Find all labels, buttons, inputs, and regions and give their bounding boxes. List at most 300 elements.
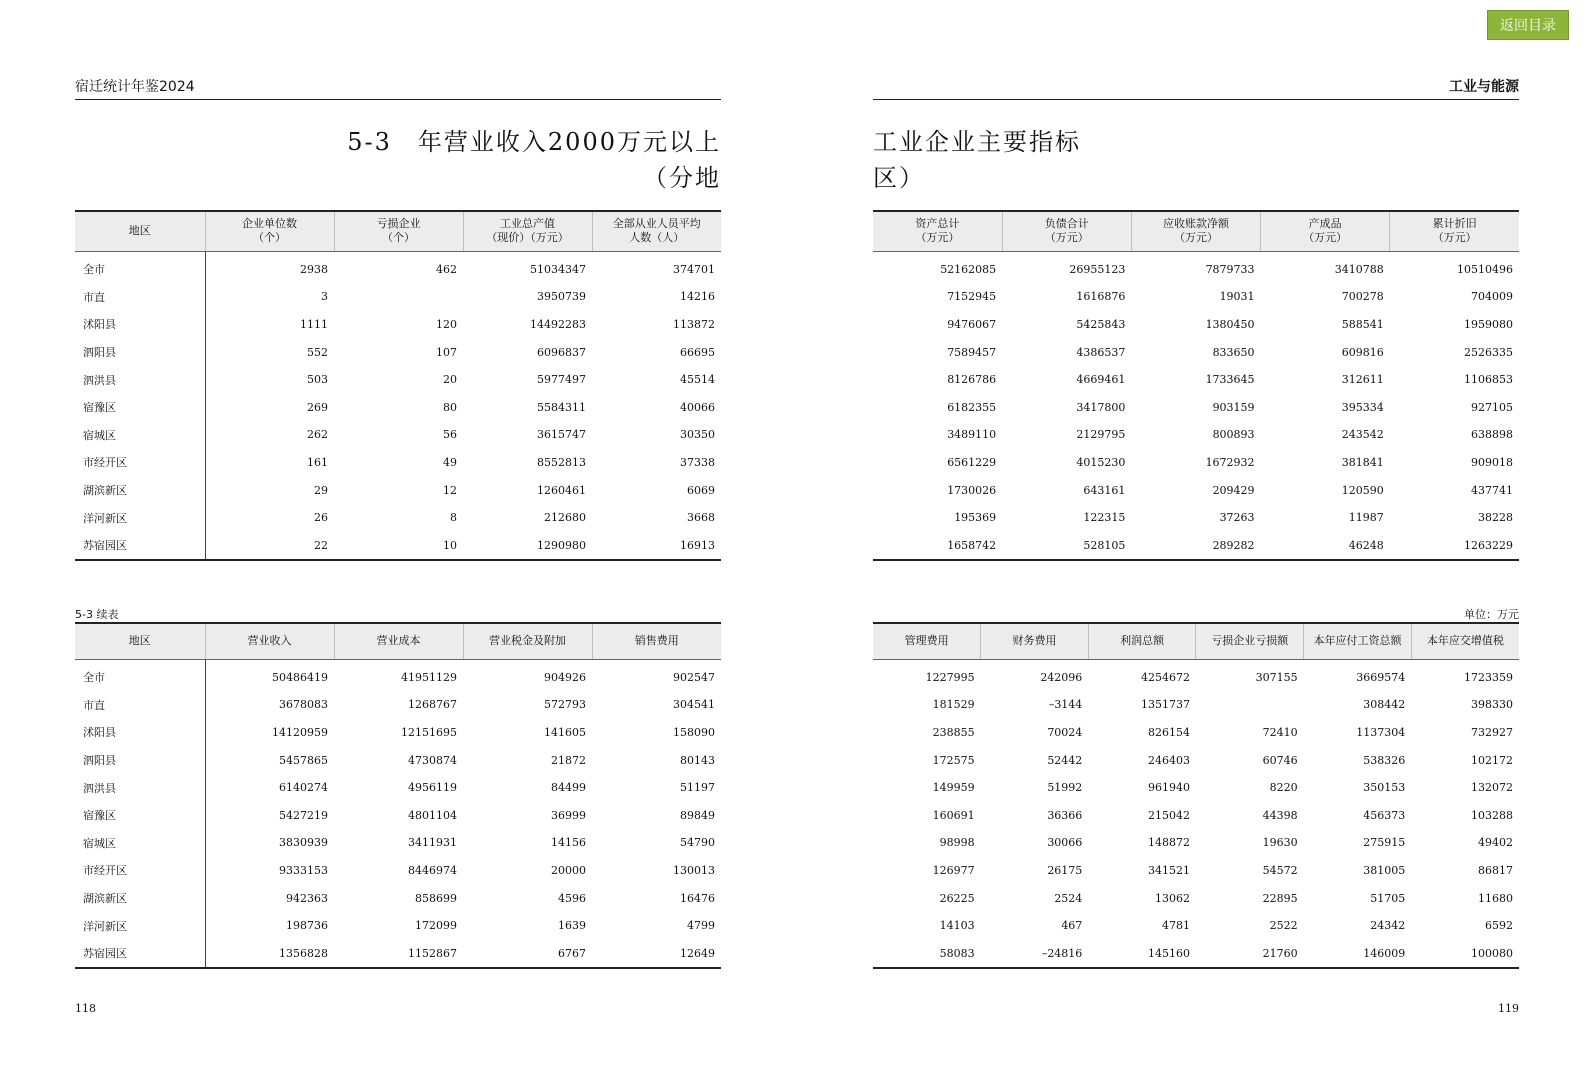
back-to-contents-button[interactable]: 返回目录 (1487, 10, 1569, 40)
table-row (75, 476, 721, 504)
table-row (873, 338, 1519, 366)
region-cell: 全市 (75, 659, 205, 691)
value-cell: 961940 (1147, 781, 1190, 795)
value-cell: 22895 (1262, 891, 1298, 905)
value-cell: 4386537 (1076, 345, 1126, 359)
region-cell: 湖滨新区 (75, 476, 205, 504)
value-cell: 4956119 (408, 781, 457, 795)
column-header: 营业税金及附加 (463, 623, 592, 659)
value-cell: 1639 (558, 919, 586, 933)
column-header-line1: 工业总产值 (500, 217, 555, 231)
value-cell: 6767 (463, 939, 592, 968)
value-cell: 304541 (673, 698, 715, 712)
value-cell: 732927 (1471, 725, 1513, 739)
column-header: 财务费用 (981, 623, 1089, 659)
table-row (75, 719, 721, 747)
table-row (873, 449, 1519, 477)
value-cell: 588541 (1341, 317, 1384, 331)
region-cell: 宿豫区 (75, 393, 205, 421)
value-cell: 100080 (1411, 939, 1519, 968)
value-cell: 12151695 (401, 725, 457, 739)
value-cell: 51034347 (530, 262, 586, 276)
value-cell: 8126786 (947, 373, 997, 387)
table-row (75, 449, 721, 477)
value-cell: 44398 (1262, 808, 1298, 822)
value-cell: 172575 (932, 753, 975, 767)
value-cell: 3668 (687, 511, 715, 525)
value-cell: 381841 (1341, 455, 1384, 469)
value-cell: 107 (436, 345, 457, 359)
value-cell: 1351737 (1140, 698, 1190, 712)
value-cell: 2522 (1269, 919, 1298, 933)
value-cell: 909018 (1471, 455, 1513, 469)
unit-caption: 单位：万元 (1464, 608, 1519, 621)
page-number-right: 119 (1498, 1002, 1519, 1015)
value-cell: 4781 (1161, 919, 1190, 933)
table-row (75, 283, 721, 311)
value-cell: 36999 (551, 808, 586, 822)
value-cell: 1260461 (537, 483, 586, 497)
value-cell: 538326 (1363, 753, 1406, 767)
table-row (873, 251, 1519, 283)
column-header (873, 211, 1002, 251)
value-cell: 572793 (544, 698, 586, 712)
value-cell: 26175 (1047, 863, 1083, 877)
value-cell: 246403 (1147, 753, 1190, 767)
column-header-line1: 资产总计 (915, 217, 960, 231)
table-row (873, 311, 1519, 339)
value-cell: 1356828 (205, 939, 334, 968)
region-cell: 洋河新区 (75, 504, 205, 532)
value-cell: 3 (321, 290, 328, 304)
value-cell: 45514 (680, 373, 715, 387)
left-page (75, 0, 721, 1077)
value-cell: 14156 (551, 836, 586, 850)
table-row (75, 774, 721, 802)
value-cell: 826154 (1147, 725, 1190, 739)
column-header (463, 211, 592, 251)
column-header: 管理费用 (873, 623, 981, 659)
value-cell: 14103 (939, 919, 975, 933)
value-cell: 3417800 (1076, 400, 1126, 414)
value-cell: 1227995 (925, 670, 975, 684)
value-cell: 7879733 (1205, 262, 1255, 276)
value-cell: 395334 (1341, 400, 1384, 414)
value-cell: 3489110 (947, 428, 997, 442)
value-cell: 269 (307, 400, 328, 414)
region-cell: 市直 (75, 691, 205, 719)
value-cell: 374701 (673, 262, 715, 276)
table-row (873, 746, 1519, 774)
value-cell: 552 (307, 345, 328, 359)
column-header (334, 211, 463, 251)
column-header-line2: （万元） (1303, 231, 1348, 245)
value-cell: 5457865 (279, 753, 328, 767)
value-cell: 1723359 (1464, 670, 1513, 684)
title-left-line2: （分地 (643, 164, 721, 192)
value-cell: 51992 (1047, 781, 1083, 795)
column-header: 亏损企业亏损额 (1196, 623, 1304, 659)
value-cell: 312611 (1341, 373, 1384, 387)
table-title-right (873, 124, 1081, 196)
value-cell: 1380450 (1205, 317, 1255, 331)
column-header-line2: （万元） (1173, 231, 1218, 245)
value-cell: 172099 (415, 919, 457, 933)
value-cell: 98998 (939, 836, 975, 850)
value-cell: –24816 (981, 939, 1089, 968)
value-cell: 120590 (1341, 483, 1384, 497)
column-header: 营业成本 (334, 623, 463, 659)
value-cell: 3830939 (279, 836, 328, 850)
value-cell: 120 (436, 317, 457, 331)
table-row (75, 659, 721, 691)
value-cell: 49 (443, 455, 457, 469)
table-row (873, 691, 1519, 719)
value-cell: 198736 (286, 919, 328, 933)
value-cell: 146009 (1304, 939, 1412, 968)
value-cell: 3669574 (1356, 670, 1406, 684)
value-cell: 16913 (592, 531, 721, 560)
value-cell: 26955123 (1069, 262, 1126, 276)
value-cell: 833650 (1212, 345, 1255, 359)
region-cell: 泗洪县 (75, 366, 205, 394)
region-cell: 宿城区 (75, 421, 205, 449)
value-cell: 308442 (1363, 698, 1406, 712)
table-row (873, 283, 1519, 311)
column-header-line2: （个） (382, 231, 415, 245)
value-cell: 2524 (1054, 891, 1083, 905)
value-cell: 858699 (415, 891, 457, 905)
value-cell: 7589457 (947, 345, 997, 359)
value-cell: 1263229 (1390, 531, 1519, 560)
value-cell: 41951129 (401, 670, 457, 684)
column-header (1131, 211, 1260, 251)
column-header: 本年应交增值税 (1411, 623, 1519, 659)
value-cell: 36366 (1047, 808, 1083, 822)
value-cell: 16476 (680, 891, 715, 905)
table-row (873, 884, 1519, 912)
value-cell: 1152867 (334, 939, 463, 968)
value-cell: 1672932 (1205, 455, 1255, 469)
value-cell: 6561229 (947, 455, 997, 469)
value-cell: 467 (1061, 919, 1083, 933)
region-cell: 市直 (75, 283, 205, 311)
value-cell: 40066 (680, 400, 715, 414)
value-cell: 10 (334, 531, 463, 560)
value-cell: 24342 (1370, 919, 1406, 933)
value-cell: 56 (443, 428, 457, 442)
indicator-table-left (75, 210, 721, 561)
value-cell: 381005 (1363, 863, 1406, 877)
column-header: 销售费用 (592, 623, 721, 659)
value-cell: 37338 (680, 455, 715, 469)
value-cell: 6096837 (537, 345, 586, 359)
region-cell: 市经开区 (75, 449, 205, 477)
value-cell: 2938 (300, 262, 328, 276)
value-cell: 19031 (1219, 290, 1255, 304)
value-cell: 51705 (1370, 891, 1406, 905)
value-cell: 50486419 (272, 670, 328, 684)
value-cell: 7152945 (947, 290, 997, 304)
value-cell: 462 (436, 262, 457, 276)
value-cell: 8446974 (408, 863, 457, 877)
value-cell (1196, 691, 1304, 719)
value-cell: 30350 (680, 428, 715, 442)
value-cell: 160691 (932, 808, 975, 822)
table-row (873, 719, 1519, 747)
value-cell: 70024 (1047, 725, 1083, 739)
table-row (873, 774, 1519, 802)
value-cell: 148872 (1147, 836, 1190, 850)
title-right-line2: 区） (873, 164, 925, 192)
table-row (873, 476, 1519, 504)
value-cell: 5584311 (537, 400, 586, 414)
value-cell: 243542 (1341, 428, 1384, 442)
region-cell: 沭阳县 (75, 311, 205, 339)
value-cell: 1733645 (1205, 373, 1255, 387)
column-header (592, 211, 721, 251)
value-cell: 58083 (873, 939, 981, 968)
value-cell: 37263 (1219, 511, 1255, 525)
table-row (75, 531, 721, 560)
value-cell: 149959 (932, 781, 975, 795)
column-header-line1: 全部从业人员平均 (612, 217, 701, 231)
value-cell: 22 (205, 531, 334, 560)
running-header-yearbook: 宿迁统计年鉴2024 (75, 76, 721, 100)
value-cell: 195369 (954, 511, 997, 525)
table-row (75, 939, 721, 968)
column-header: 本年应付工资总额 (1304, 623, 1412, 659)
value-cell: 3950739 (537, 290, 586, 304)
value-cell: 60746 (1262, 753, 1298, 767)
value-cell: 350153 (1363, 781, 1406, 795)
table-row (873, 366, 1519, 394)
value-cell: 942363 (286, 891, 328, 905)
value-cell: 4015230 (1076, 455, 1126, 469)
table-row (75, 912, 721, 940)
table-row (873, 393, 1519, 421)
region-cell: 宿豫区 (75, 801, 205, 829)
value-cell: 72410 (1262, 725, 1298, 739)
value-cell: 21872 (551, 753, 586, 767)
column-header-line1: 负债合计 (1044, 217, 1089, 231)
column-header (75, 211, 205, 251)
title-left-line1: 5-3 年营业收入2000万元以上 (347, 128, 721, 156)
table-row (873, 421, 1519, 449)
region-cell: 苏宿园区 (75, 531, 205, 560)
value-cell: 8220 (1269, 781, 1298, 795)
value-cell: 52162085 (940, 262, 997, 276)
value-cell: 13062 (1154, 891, 1190, 905)
value-cell: 927105 (1471, 400, 1513, 414)
value-cell: 3411931 (408, 836, 457, 850)
column-header-line1: 企业单位数 (242, 217, 297, 231)
value-cell: 3410788 (1334, 262, 1384, 276)
value-cell: 904926 (544, 670, 586, 684)
value-cell: 275915 (1363, 836, 1406, 850)
column-header-line1: 应收账款净额 (1162, 217, 1229, 231)
value-cell: 209429 (1212, 483, 1255, 497)
continued-table-caption: 5-3 续表 (75, 608, 119, 621)
value-cell: 122315 (1083, 511, 1126, 525)
value-cell: 80 (443, 400, 457, 414)
table-row (873, 659, 1519, 691)
value-cell: 54790 (680, 836, 715, 850)
value-cell: 437741 (1471, 483, 1513, 497)
value-cell: 46248 (1261, 531, 1390, 560)
value-cell: 6592 (1485, 919, 1513, 933)
value-cell: 3615747 (537, 428, 586, 442)
table-row (75, 338, 721, 366)
column-header: 营业收入 (205, 623, 334, 659)
value-cell: 52442 (1047, 753, 1083, 767)
value-cell (334, 283, 463, 311)
value-cell: 528105 (1002, 531, 1131, 560)
table-row (873, 912, 1519, 940)
value-cell: 14120959 (272, 725, 328, 739)
value-cell: 12 (443, 483, 457, 497)
column-header: 地区 (75, 623, 205, 659)
region-cell: 洋河新区 (75, 912, 205, 940)
value-cell: 9333153 (279, 863, 328, 877)
value-cell: 902547 (673, 670, 715, 684)
value-cell: 80143 (680, 753, 715, 767)
column-header (1002, 211, 1131, 251)
value-cell: 38228 (1478, 511, 1513, 525)
value-cell: 6140274 (279, 781, 328, 795)
value-cell: 2129795 (1076, 428, 1126, 442)
column-header-line2: （万元） (1044, 231, 1089, 245)
value-cell: 5977497 (537, 373, 586, 387)
region-cell: 泗阳县 (75, 338, 205, 366)
value-cell: 6182355 (947, 400, 997, 414)
region-cell: 沭阳县 (75, 719, 205, 747)
value-cell: 51197 (680, 781, 715, 795)
table-row (873, 801, 1519, 829)
title-right-line1: 工业企业主要指标 (873, 128, 1081, 156)
indicator-table-right (873, 210, 1519, 561)
value-cell: 103288 (1471, 808, 1513, 822)
value-cell: 29 (314, 483, 328, 497)
value-cell: 704009 (1471, 290, 1513, 304)
value-cell: 132072 (1471, 781, 1513, 795)
value-cell: 30066 (1047, 836, 1083, 850)
column-header-line2: （万元） (1432, 231, 1477, 245)
column-header-line2: （现价）（万元） (486, 231, 569, 245)
value-cell: 6069 (687, 483, 715, 497)
page-number-left: 118 (75, 1002, 96, 1015)
running-header-chapter: 工业与能源 (873, 76, 1519, 100)
value-cell: 21760 (1196, 939, 1304, 968)
value-cell: 215042 (1147, 808, 1190, 822)
value-cell: 158090 (673, 725, 715, 739)
value-cell: 14216 (680, 290, 715, 304)
value-cell: 1616876 (1076, 290, 1126, 304)
value-cell: 11680 (1478, 891, 1513, 905)
column-header (1390, 211, 1519, 251)
value-cell: 638898 (1471, 428, 1513, 442)
value-cell: 181529 (932, 698, 975, 712)
value-cell: 145160 (1088, 939, 1196, 968)
column-header-line2: （万元） (915, 231, 960, 245)
value-cell: 11987 (1348, 511, 1384, 525)
table-row (75, 311, 721, 339)
column-header (205, 211, 334, 251)
value-cell: 4799 (687, 919, 715, 933)
value-cell: 398330 (1471, 698, 1513, 712)
table-row (873, 857, 1519, 885)
value-cell: 126977 (932, 863, 975, 877)
table-row (75, 746, 721, 774)
value-cell: 4596 (558, 891, 586, 905)
value-cell: 8 (450, 511, 457, 525)
continued-table-left (75, 622, 721, 969)
column-header-line1: 累计折旧 (1432, 217, 1477, 231)
continued-table-right (873, 622, 1519, 969)
value-cell: 307155 (1255, 670, 1298, 684)
value-cell: 289282 (1131, 531, 1260, 560)
region-cell: 苏宿园区 (75, 939, 205, 968)
value-cell: 4254672 (1140, 670, 1190, 684)
region-cell: 全市 (75, 251, 205, 283)
value-cell: 49402 (1478, 836, 1513, 850)
value-cell: 26 (314, 511, 328, 525)
value-cell: 10510496 (1457, 262, 1513, 276)
value-cell: 800893 (1212, 428, 1255, 442)
region-cell: 泗阳县 (75, 746, 205, 774)
value-cell: 262 (307, 428, 328, 442)
value-cell: 503 (307, 373, 328, 387)
table-row (75, 857, 721, 885)
table-row (75, 829, 721, 857)
value-cell: 609816 (1341, 345, 1384, 359)
value-cell: 1730026 (947, 483, 997, 497)
column-header-line1: 地区 (128, 224, 151, 238)
region-cell: 市经开区 (75, 857, 205, 885)
value-cell: 20000 (551, 863, 586, 877)
value-cell: 1658742 (873, 531, 1002, 560)
value-cell: 341521 (1147, 863, 1190, 877)
column-header-line1: 亏损企业 (376, 217, 421, 231)
value-cell: 130013 (673, 863, 715, 877)
value-cell: 242096 (1040, 670, 1083, 684)
table-row (873, 829, 1519, 857)
table-row (75, 366, 721, 394)
right-page (873, 0, 1519, 1077)
value-cell: 1290980 (463, 531, 592, 560)
table-row (873, 504, 1519, 532)
value-cell: –3144 (1048, 698, 1083, 712)
table-row (75, 691, 721, 719)
table-title-left (347, 124, 721, 196)
table-row (75, 421, 721, 449)
value-cell: 1111 (300, 317, 328, 331)
value-cell: 84499 (551, 781, 586, 795)
table-row (75, 393, 721, 421)
value-cell: 238855 (932, 725, 975, 739)
value-cell: 26225 (939, 891, 975, 905)
value-cell: 8552813 (537, 455, 586, 469)
column-header-line2: （个） (253, 231, 286, 245)
value-cell: 54572 (1262, 863, 1298, 877)
value-cell: 1268767 (408, 698, 457, 712)
value-cell: 12649 (592, 939, 721, 968)
region-cell: 泗洪县 (75, 774, 205, 802)
column-header-line2: 人数（人） (629, 231, 685, 245)
value-cell: 1106853 (1464, 373, 1513, 387)
value-cell: 86817 (1478, 863, 1513, 877)
column-header: 利润总额 (1088, 623, 1196, 659)
